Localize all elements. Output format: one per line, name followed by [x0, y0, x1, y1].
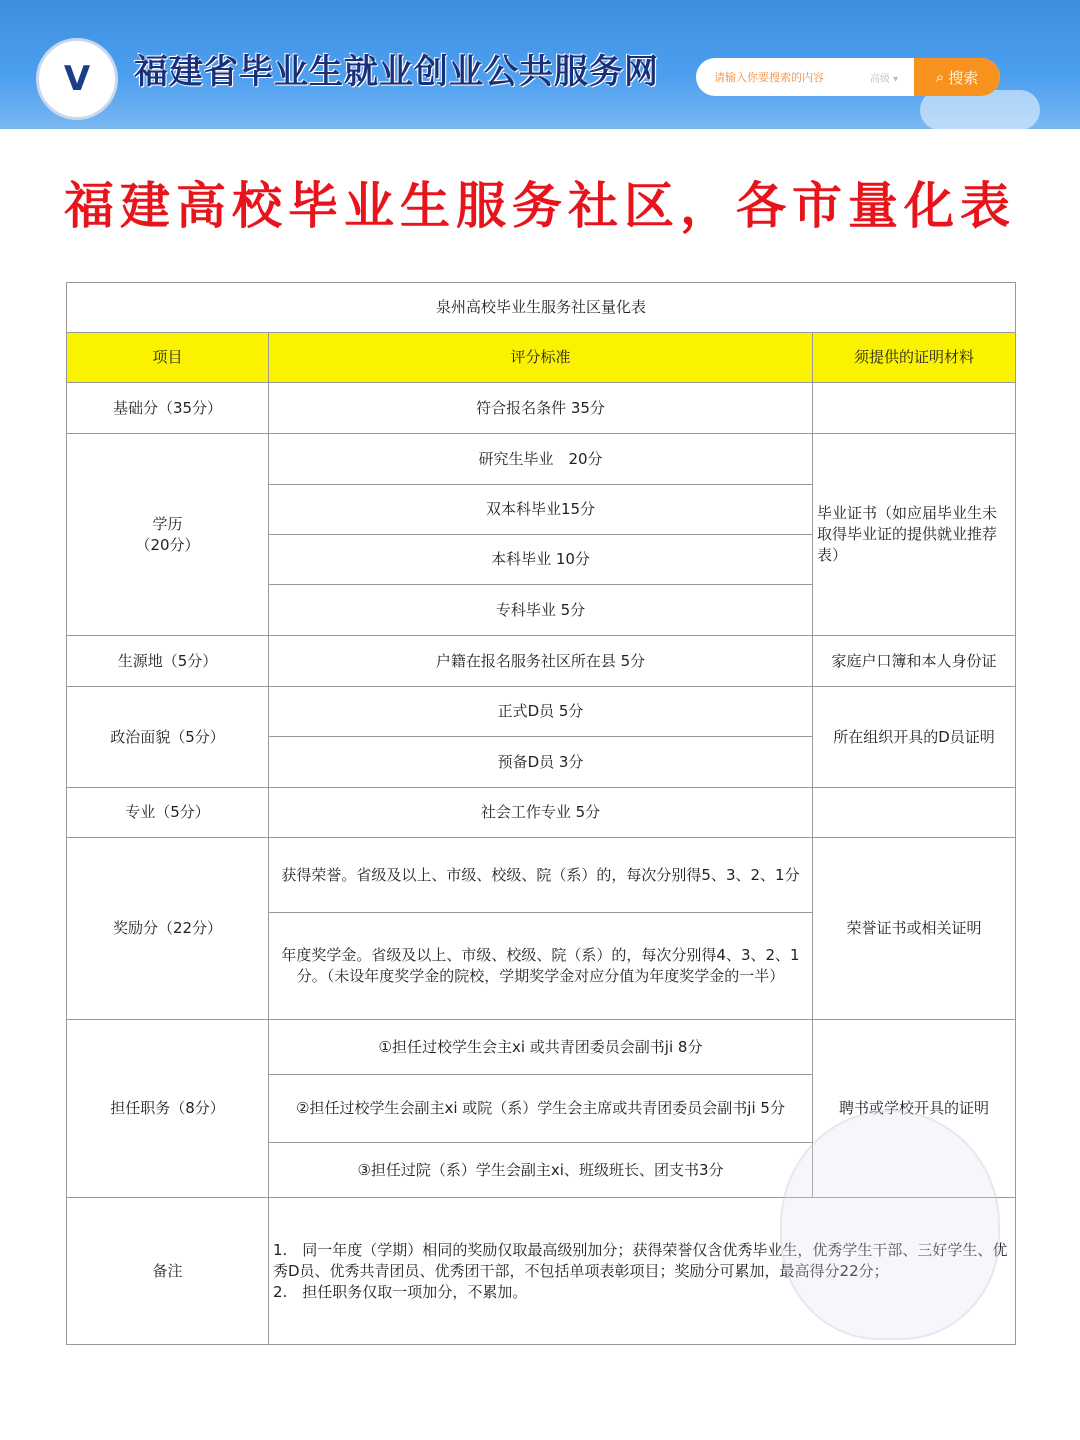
proof-cell: 所在组织开具的D员证明 — [813, 687, 1016, 788]
criteria-cell: ②担任过校学生会副主xi 或院（系）学生会主席或共青团委员会副书ji 5分 — [269, 1075, 813, 1143]
item-cell: 生源地（5分） — [67, 636, 269, 687]
criteria-cell: 本科毕业 10分 — [269, 535, 813, 585]
criteria-cell: 双本科毕业15分 — [269, 485, 813, 535]
criteria-cell: 研究生毕业 20分 — [269, 434, 813, 485]
site-banner — [0, 0, 1080, 129]
site-title[interactable]: 福建省毕业生就业创业公共服务网 — [134, 52, 659, 92]
item-cell: 学历 （20分） — [67, 434, 269, 636]
criteria-cell: 预备D员 3分 — [269, 737, 813, 788]
criteria-cell: 专科毕业 5分 — [269, 585, 813, 636]
table-title: 泉州高校毕业生服务社区量化表 — [67, 283, 1016, 333]
criteria-cell: ③担任过院（系）学生会副主xi、班级班长、团支书3分 — [269, 1143, 813, 1198]
note-line: 1. 同一年度（学期）相同的奖励仅取最高级别加分；获得荣誉仅含优秀毕业生，优秀学生干部、三好学生、优秀D员、优秀共青团员、优秀团干部，不包括单项表彰项目；奖励分可累加，最高得分22分； — [273, 1240, 1008, 1280]
header-criteria: 评分标准 — [269, 333, 813, 383]
item-cell: 专业（5分） — [67, 788, 269, 838]
item-cell: 担任职务（8分） — [67, 1020, 269, 1198]
quantification-table — [66, 282, 1016, 1345]
item-cell: 奖励分（22分） — [67, 838, 269, 1020]
notes-cell — [269, 1198, 1016, 1345]
site-logo[interactable]: V — [36, 38, 118, 120]
advanced-search-dropdown[interactable]: 高级 ▾ — [870, 73, 899, 85]
criteria-cell: 符合报名条件 35分 — [269, 383, 813, 434]
cloud-decoration — [920, 90, 1040, 130]
proof-cell: 家庭户口簿和本人身份证 — [813, 636, 1016, 687]
search-icon: ⌕ — [935, 68, 945, 86]
criteria-cell: 正式D员 5分 — [269, 687, 813, 737]
proof-cell — [813, 788, 1016, 838]
criteria-cell: 户籍在报名服务社区所在县 5分 — [269, 636, 813, 687]
proof-cell: 聘书或学校开具的证明 — [813, 1020, 1016, 1198]
proof-cell: 毕业证书（如应届毕业生未取得毕业证的提供就业推荐表） — [813, 434, 1016, 636]
page-headline: 福建高校毕业生服务社区，各市量化表 — [64, 177, 1016, 235]
item-cell: 政治面貌（5分） — [67, 687, 269, 788]
proof-cell: 荣誉证书或相关证明 — [813, 838, 1016, 1020]
note-line: 2. 担任职务仅取一项加分，不累加。 — [273, 1282, 528, 1301]
header-proof: 须提供的证明材料 — [813, 333, 1016, 383]
criteria-cell: 获得荣誉。省级及以上、市级、校级、院（系）的，每次分别得5、3、2、1分 — [269, 838, 813, 913]
header-item: 项目 — [67, 333, 269, 383]
search-bar — [696, 58, 1000, 96]
search-input[interactable]: 请输入你要搜索的内容 — [714, 71, 824, 84]
criteria-cell: 社会工作专业 5分 — [269, 788, 813, 838]
item-cell: 备注 — [67, 1198, 269, 1345]
item-cell: 基础分（35分） — [67, 383, 269, 434]
criteria-cell: 年度奖学金。省级及以上、市级、校级、院（系）的，每次分别得4、3、2、1分。（未设年度奖学金的院校，学期奖学金对应分值为年度奖学金的一半） — [269, 913, 813, 1020]
search-button[interactable]: ⌕ 搜索 — [914, 58, 1000, 96]
proof-cell — [813, 383, 1016, 434]
criteria-cell: ①担任过校学生会主xi 或共青团委员会副书ji 8分 — [269, 1020, 813, 1075]
